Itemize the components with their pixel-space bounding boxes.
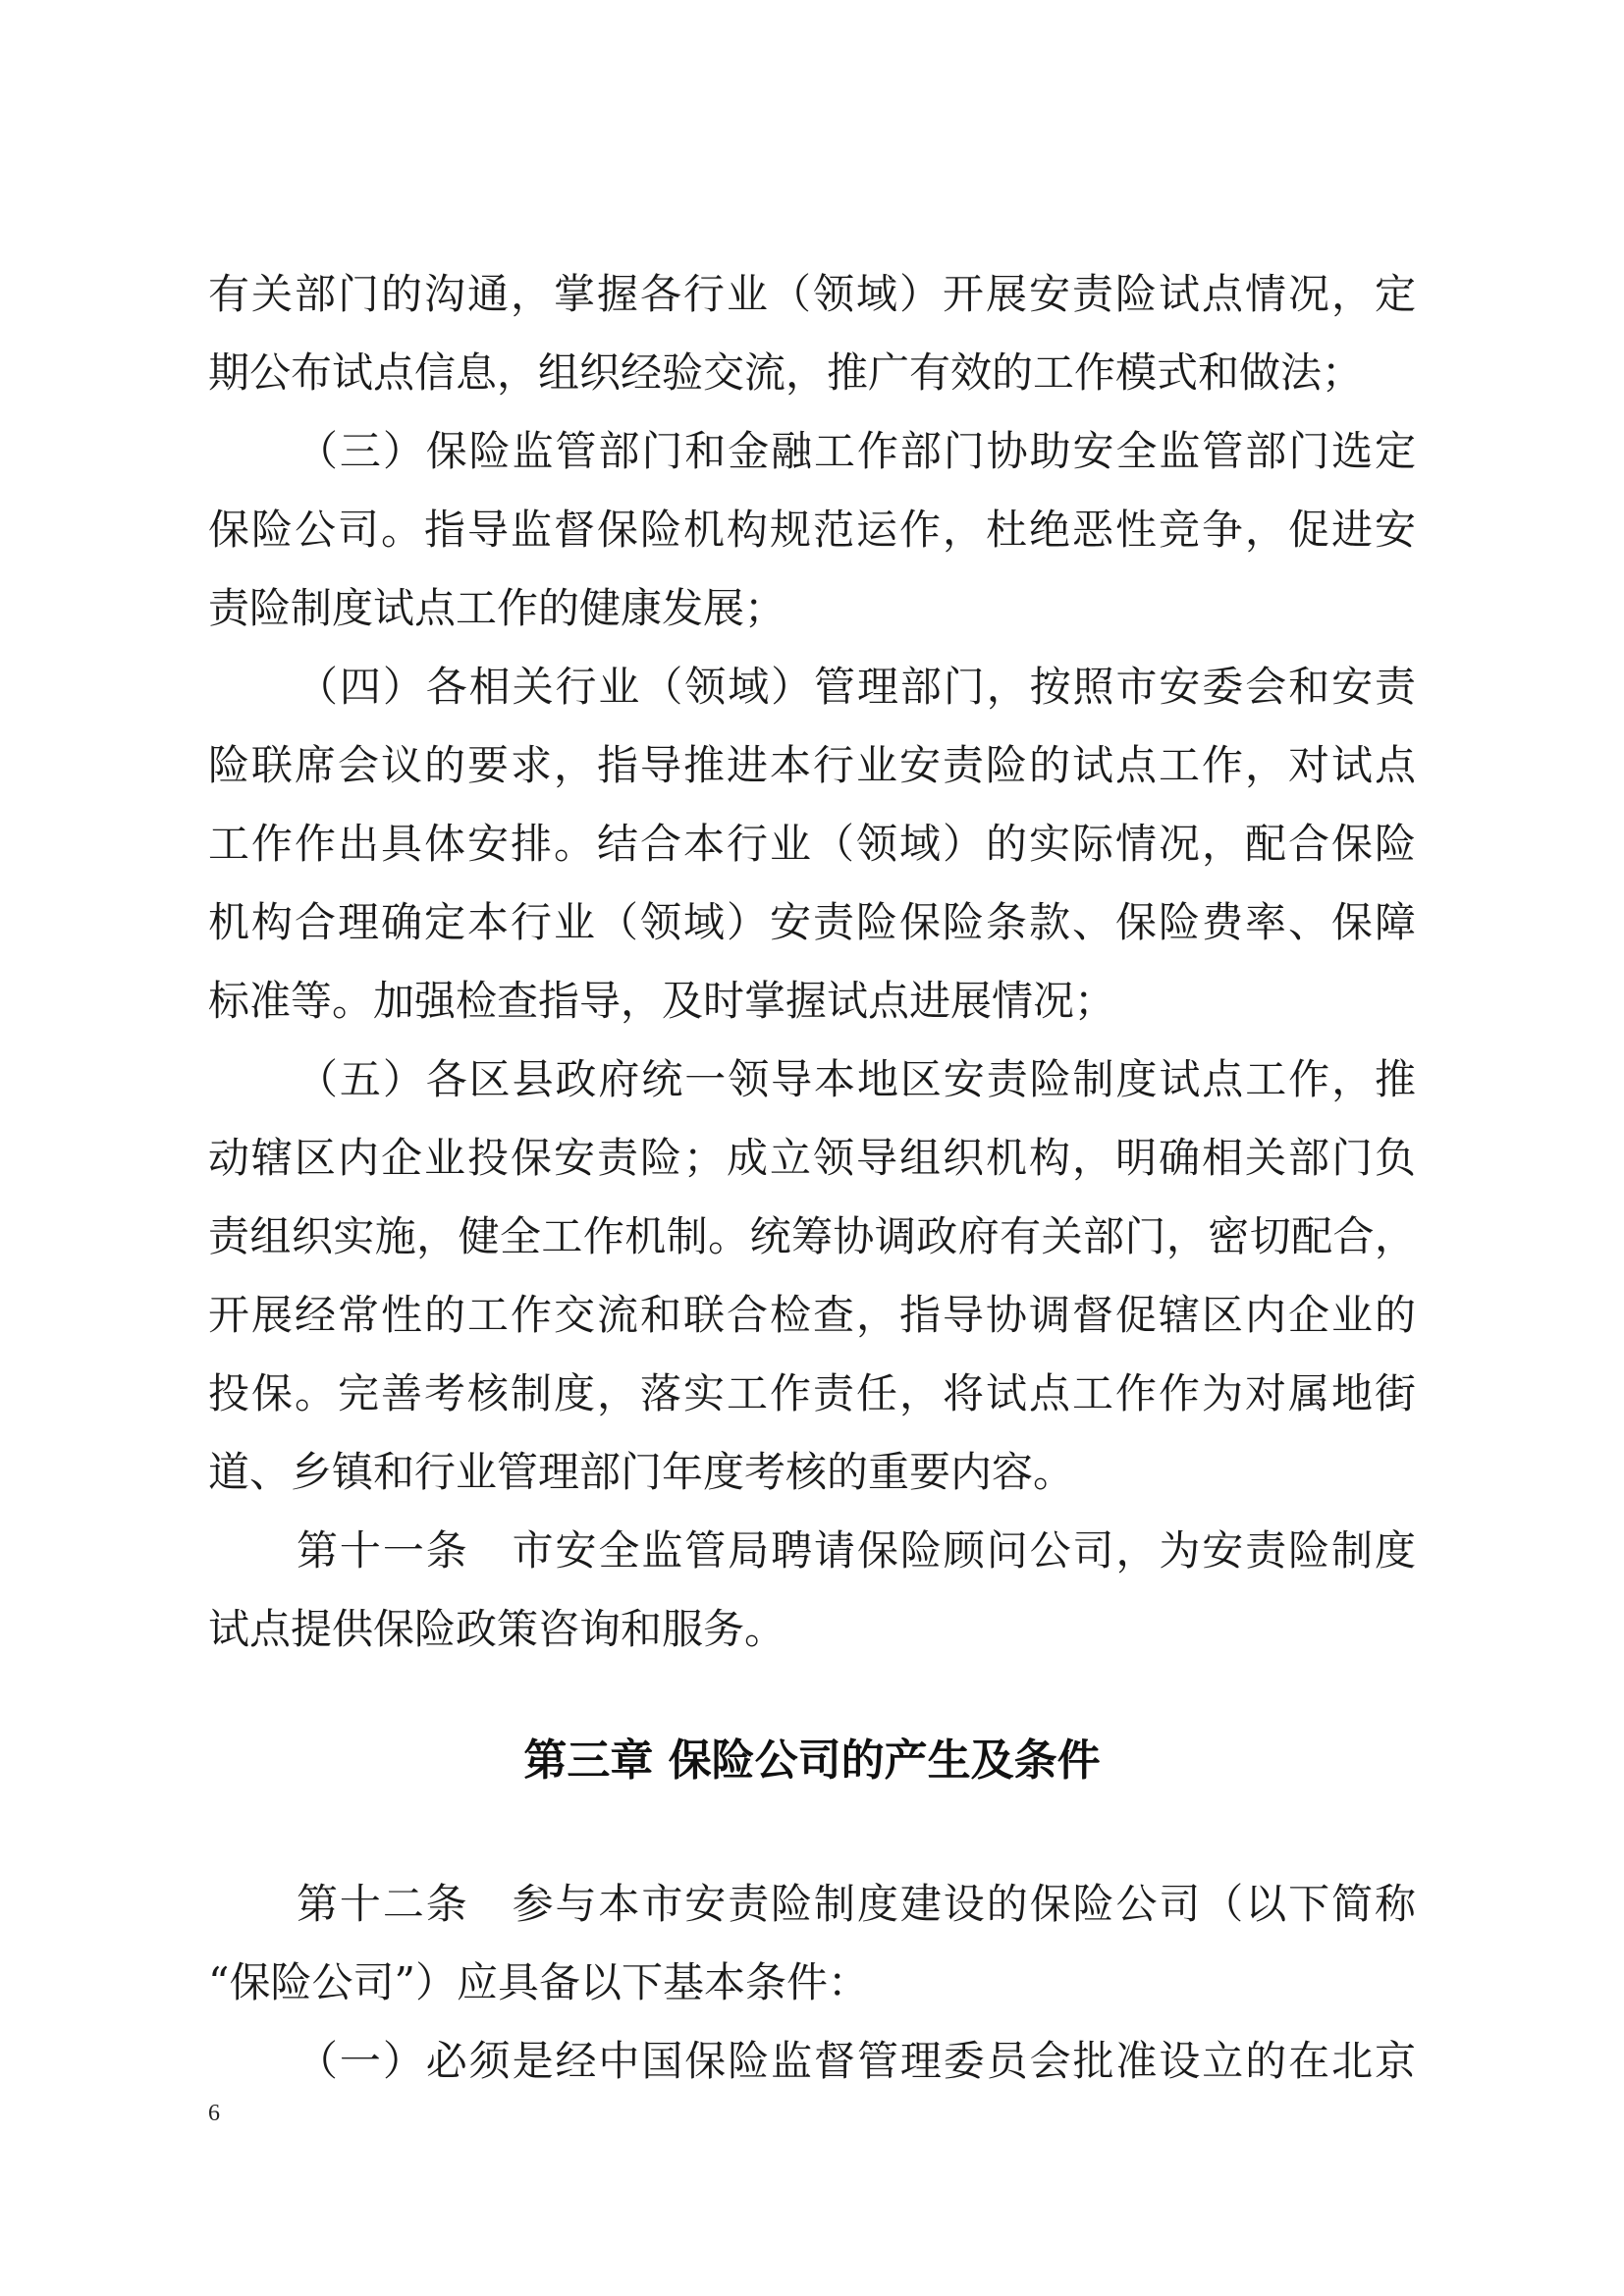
body-line: 险联席会议的要求，指导推进本行业安责险的试点工作，对试点: [208, 741, 1416, 789]
body-line: 机构合理确定本行业（领域）安责险保险条款、保险费率、保障: [208, 898, 1416, 946]
body-line: 工作作出具体安排。结合本行业（领域）的实际情况，配合保险: [208, 820, 1416, 868]
article-line: 第十二条 参与本市安责险制度建设的保险公司（以下简称: [297, 1880, 1416, 1928]
body-line: 投保。完善考核制度，落实工作责任，将试点工作作为对属地街: [208, 1369, 1416, 1417]
body-line: （三）保险监管部门和金融工作部门协助安全监管部门选定: [297, 427, 1416, 475]
chapter-heading: 第三章 保险公司的产生及条件: [523, 1735, 1101, 1786]
body-line: 有关部门的沟通，掌握各行业（领域）开展安责险试点情况，定: [208, 270, 1416, 318]
body-line: （四）各相关行业（领域）管理部门，按照市安委会和安责: [297, 663, 1416, 711]
body-line: 开展经常性的工作交流和联合检查，指导协调督促辖区内企业的: [208, 1291, 1416, 1339]
body-line: 道、乡镇和行业管理部门年度考核的重要内容。: [208, 1448, 1075, 1496]
body-line: 期公布试点信息，组织经验交流，推广有效的工作模式和做法；: [208, 348, 1364, 397]
body-line: 责险制度试点工作的健康发展；: [208, 584, 786, 632]
body-line: 动辖区内企业投保安责险；成立领导组织机构，明确相关部门负: [208, 1134, 1416, 1182]
body-line: 保险公司。指导监督保险机构规范运作，杜绝恶性竞争，促进安: [208, 506, 1416, 554]
article-line: （一）必须是经中国保险监督管理委员会批准设立的在北京: [297, 2037, 1416, 2085]
body-line: 责组织实施，健全工作机制。统筹协调政府有关部门，密切配合，: [208, 1212, 1416, 1260]
article-line: 第十一条 市安全监管局聘请保险顾问公司，为安责险制度: [297, 1526, 1416, 1575]
article-line: “保险公司”）应具备以下基本条件：: [208, 1958, 869, 2006]
body-line: （五）各区县政府统一领导本地区安责险制度试点工作，推: [297, 1055, 1416, 1103]
article-line: 试点提供保险政策咨询和服务。: [208, 1605, 786, 1653]
page-number: 6: [208, 2101, 220, 2126]
body-line: 标准等。加强检查指导，及时掌握试点进展情况；: [208, 977, 1116, 1025]
